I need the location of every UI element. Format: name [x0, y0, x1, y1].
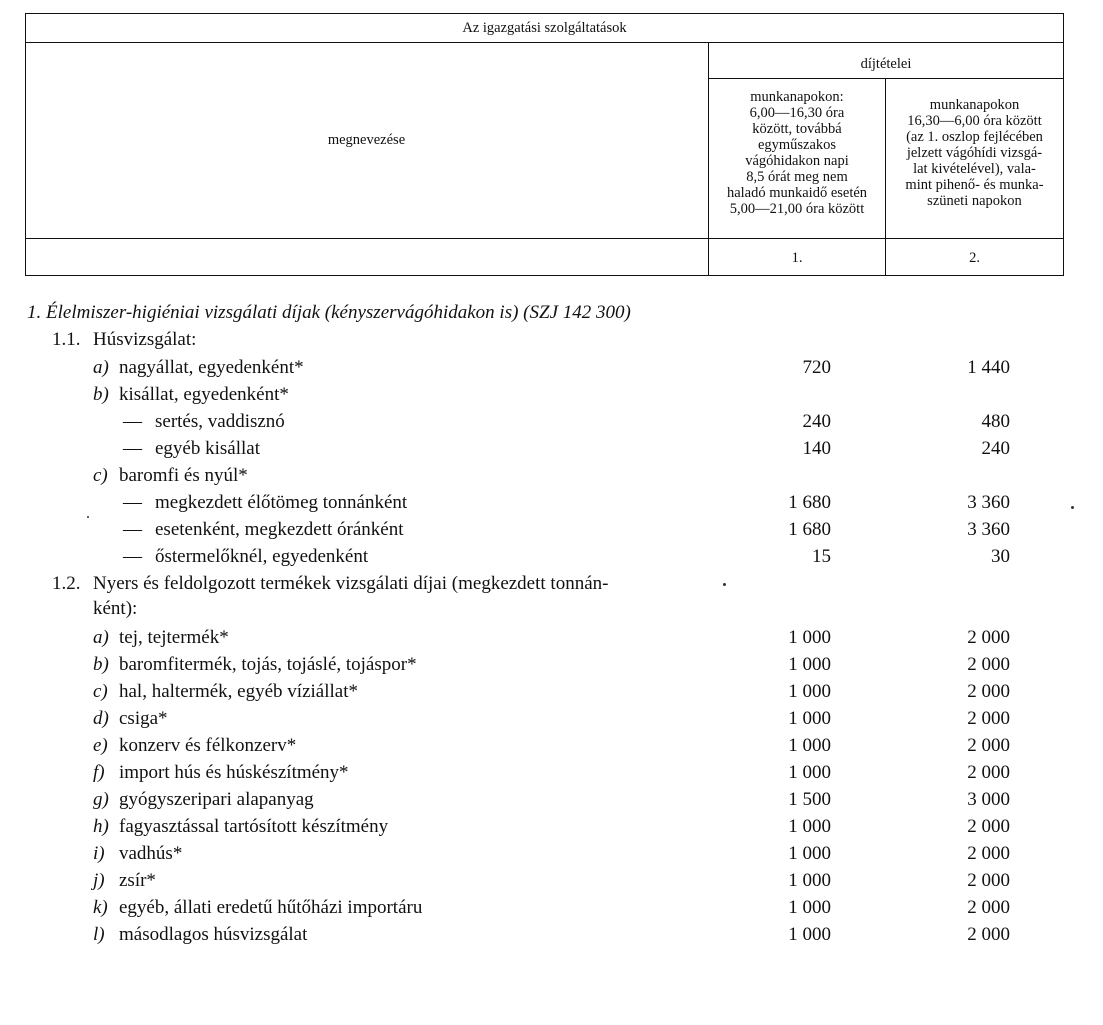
fee-offhours: 2 000 [967, 816, 1010, 837]
row-label [93, 382, 289, 408]
header-col2-line: 16,30—6,00 óra között [907, 113, 1042, 129]
item-text: hal, haltermék, egyéb víziállat* [119, 681, 358, 702]
fee-weekday: 1 000 [788, 627, 831, 648]
fee-weekday: 240 [802, 411, 831, 432]
item-letter: d) [93, 708, 109, 729]
item-letter: i) [93, 843, 105, 864]
scan-speck [1071, 506, 1074, 509]
subsection-title: Húsvizsgálat: [93, 329, 197, 350]
item-text: megkezdett élőtömeg tonnánként [155, 492, 408, 513]
row-label [93, 895, 422, 921]
item-letter: a) [93, 357, 109, 378]
table-border-right [1063, 13, 1064, 276]
scan-speck [87, 516, 89, 518]
fee-offhours: 2 000 [967, 897, 1010, 918]
item-letter: k) [93, 897, 108, 918]
fee-weekday: 1 680 [788, 519, 831, 540]
fee-offhours: 480 [981, 411, 1010, 432]
item-letter: j) [93, 870, 105, 891]
table-border-top [25, 13, 1064, 14]
table-row [0, 544, 1103, 570]
fee-offhours: 3 360 [967, 492, 1010, 513]
table-rule [25, 238, 1064, 239]
row-label [123, 409, 285, 435]
row-label [123, 517, 403, 543]
table-border-bottom [25, 275, 1064, 276]
item-letter: g) [93, 789, 109, 810]
fee-weekday: 1 000 [788, 924, 831, 945]
table-row [0, 409, 1103, 435]
fee-weekday: 1 000 [788, 708, 831, 729]
item-text: gyógyszeripari alapanyag [119, 789, 314, 810]
header-col2-line: (az 1. oszlop fejlécében [906, 129, 1043, 145]
row-label [93, 787, 314, 813]
subsection-title: Nyers és feldolgozott termékek vizsgálati díjai (megkezdett tonnán- [93, 573, 609, 594]
item-letter: e) [93, 735, 108, 756]
header-col2-number: 2. [969, 250, 980, 266]
table-row [0, 706, 1103, 732]
row-label [123, 544, 368, 570]
item-letter: b) [93, 654, 109, 675]
fee-offhours: 2 000 [967, 843, 1010, 864]
item-text: tej, tejtermék* [119, 627, 229, 648]
header-col1-line: 6,00—16,30 óra [749, 105, 845, 121]
dash-marker: — [123, 519, 142, 540]
header-col1-line: munkanapokon: [750, 89, 844, 105]
fee-offhours: 2 000 [967, 870, 1010, 891]
table-row [0, 760, 1103, 786]
fee-weekday: 1 000 [788, 654, 831, 675]
table-row [0, 679, 1103, 705]
item-text: fagyasztással tartósított készítmény [119, 816, 389, 837]
header-col1-text [709, 89, 885, 217]
item-text: zsír* [119, 870, 156, 891]
item-letter: b) [93, 384, 109, 405]
header-col1-line: egyműszakos [757, 137, 837, 153]
table-row [0, 787, 1103, 813]
fee-offhours: 2 000 [967, 708, 1010, 729]
row-label [93, 679, 358, 705]
row-label [93, 841, 182, 867]
fee-offhours: 30 [991, 546, 1010, 567]
item-text: csiga* [119, 708, 168, 729]
fee-weekday: 140 [802, 438, 831, 459]
row-label [93, 652, 417, 678]
table-rule [708, 78, 1064, 79]
table-rule [25, 42, 1064, 43]
table-row [0, 733, 1103, 759]
fee-offhours: 2 000 [967, 681, 1010, 702]
row-label [93, 868, 156, 894]
item-text: vadhús* [119, 843, 183, 864]
fee-weekday: 1 000 [788, 897, 831, 918]
table-row [0, 382, 1103, 408]
row-label [93, 922, 307, 948]
header-col2-line: szüneti napokon [927, 193, 1022, 209]
item-text: nagyállat, egyedenként* [119, 357, 304, 378]
fee-weekday: 1 000 [788, 681, 831, 702]
dash-marker: — [123, 411, 142, 432]
header-col1-line: 5,00—21,00 óra között [729, 201, 865, 217]
header-name-column: megnevezése [327, 132, 406, 148]
row-label [123, 436, 260, 462]
row-label [93, 814, 388, 840]
item-letter: c) [93, 465, 108, 486]
fee-weekday: 1 500 [788, 789, 831, 810]
fee-weekday: 15 [812, 546, 831, 567]
item-text: egyéb kisállat [155, 438, 260, 459]
table-row [0, 355, 1103, 381]
item-text: esetenként, megkezdett óránként [155, 519, 404, 540]
table-row [0, 490, 1103, 516]
row-label [93, 760, 349, 786]
table-row [0, 517, 1103, 543]
item-text: baromfitermék, tojás, tojáslé, tojáspor* [119, 654, 417, 675]
header-col2-line: mint pihenő- és munka- [905, 177, 1044, 193]
subsection-number: 1.1. [52, 329, 81, 350]
table-row [0, 868, 1103, 894]
header-col2-text [886, 97, 1063, 209]
table-row [0, 463, 1103, 489]
fee-offhours: 240 [981, 438, 1010, 459]
item-text: sertés, vaddisznó [155, 411, 285, 432]
fee-weekday: 1 000 [788, 870, 831, 891]
table-row [0, 922, 1103, 948]
subsection-number: 1.2. [52, 573, 81, 594]
header-col2-line: munkanapokon [929, 97, 1020, 113]
row-label [93, 625, 229, 651]
item-letter: c) [93, 681, 108, 702]
table-row [0, 625, 1103, 651]
fee-offhours: 2 000 [967, 924, 1010, 945]
row-label [93, 463, 248, 489]
item-letter: l) [93, 924, 105, 945]
item-text: import hús és húskészítmény* [119, 762, 349, 783]
item-letter: h) [93, 816, 109, 837]
row-label [123, 490, 407, 516]
header-fees-title: díjtételei [860, 56, 912, 72]
item-text: egyéb, állati eredetű hűtőházi importáru [119, 897, 423, 918]
fee-offhours: 2 000 [967, 627, 1010, 648]
fee-offhours: 3 000 [967, 789, 1010, 810]
fee-offhours: 1 440 [967, 357, 1010, 378]
fee-offhours: 3 360 [967, 519, 1010, 540]
fee-weekday: 1 000 [788, 762, 831, 783]
header-col1-line: 8,5 órát meg nem [746, 169, 848, 185]
header-col1-line: között, továbbá [752, 121, 842, 137]
item-text: kisállat, egyedenként* [119, 384, 289, 405]
row-label [93, 355, 304, 381]
table-row [0, 436, 1103, 462]
item-letter: f) [93, 762, 105, 783]
header-col1-number: 1. [791, 250, 803, 266]
table-row [0, 652, 1103, 678]
fee-weekday: 720 [802, 357, 831, 378]
fee-offhours: 2 000 [967, 762, 1010, 783]
item-text: baromfi és nyúl* [119, 465, 248, 486]
dash-marker: — [123, 492, 142, 513]
row-label [93, 706, 168, 732]
table-row [0, 895, 1103, 921]
fee-offhours: 2 000 [967, 735, 1010, 756]
dash-marker: — [123, 438, 142, 459]
item-text: másodlagos húsvizsgálat [119, 924, 308, 945]
header-col1-line: haladó munkaidő esetén [726, 185, 868, 201]
fee-weekday: 1 000 [788, 735, 831, 756]
section-title: 1. Élelmiszer-higiéniai vizsgálati díjak (kényszervágóhidakon is) (SZJ 142 300) [27, 302, 631, 323]
fee-weekday: 1 000 [788, 816, 831, 837]
scan-speck [723, 583, 726, 586]
item-text: konzerv és félkonzerv* [119, 735, 297, 756]
fee-weekday: 1 000 [788, 843, 831, 864]
table-row [0, 841, 1103, 867]
header-title: Az igazgatási szolgáltatások [462, 20, 627, 36]
fee-offhours: 2 000 [967, 654, 1010, 675]
dash-marker: — [123, 546, 142, 567]
header-table [25, 13, 1064, 276]
table-row [0, 814, 1103, 840]
fee-weekday: 1 680 [788, 492, 831, 513]
header-col2-line: jelzett vágóhídi vizsgá- [906, 145, 1043, 161]
item-letter: a) [93, 627, 109, 648]
header-col1-line: vágóhidakon napi [745, 153, 849, 169]
item-text: őstermelőknél, egyedenként [155, 546, 369, 567]
subsection-title-continued: ként): [93, 598, 138, 619]
header-col2-line: lat kivételével), vala- [913, 161, 1036, 177]
row-label [93, 733, 296, 759]
